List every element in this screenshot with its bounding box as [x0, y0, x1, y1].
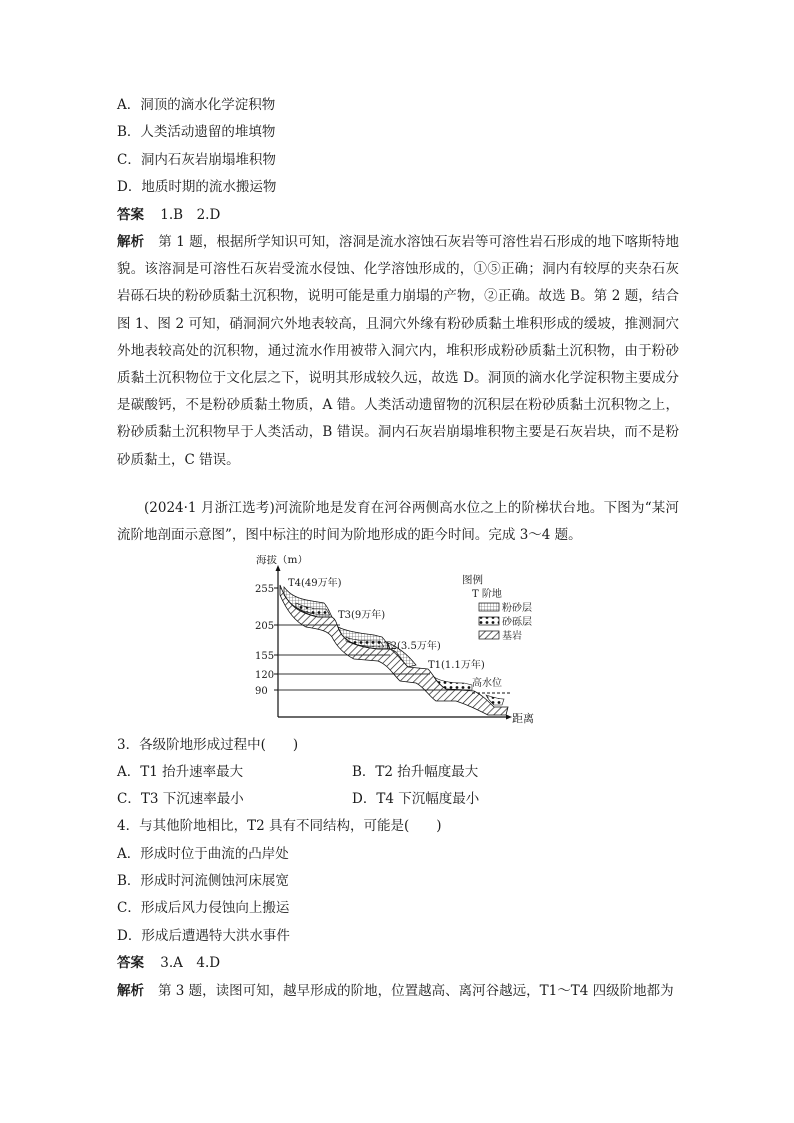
legend-gravel-swatch	[479, 617, 499, 625]
t3-label: T3(9万年)	[338, 610, 386, 621]
legend-silt-swatch	[479, 603, 499, 611]
legend	[462, 573, 532, 642]
terrace-profile-svg	[250, 555, 550, 727]
q4-stem: 4．与其他阶地相比，T2 具有不同结构，可能是( )	[117, 818, 442, 834]
q2-option-b: B．人类活动遗留的堆填物	[117, 124, 276, 140]
analysis-1-2	[117, 229, 679, 474]
analysis-3-4	[117, 981, 674, 1001]
t1-label: T1(1.1万年)	[428, 660, 485, 671]
legend-item-bedrock: 基岩	[502, 631, 522, 642]
analysis-text: 第 1 题，根据所学知识可知，溶洞是流水溶蚀石灰岩等可溶性岩石形成的地下喀斯特地貌。该溶洞是可溶性石灰岩受流水侵蚀、化学溶蚀形成的，①⑤正确；洞内有较厚的夹杂石灰岩砾石块的粉砂质黏土沉积物，说明可能是重力崩塌的产物，②正确。故选 B。第 2 题，结合图 1、图 2 可知，硝洞洞穴外地表较高，且洞穴外缘有粉砂质黏土堆积形成的缓坡，推测洞穴外地表较高处的沉积物，通过流水作用被带入洞穴内，堆积形成粉砂质黏土沉积物，由于粉砂质黏土沉积物位于文化层之下，说明其形成较久远，故选 D。洞顶的滴水化学淀积物主要成分是碳酸钙，不是粉砂质黏土物质，A 错。人类活动遗留物的沉积层在粉砂质黏土沉积物之上，粉砂质黏土沉积物早于人类活动，B 错误。洞内石灰岩崩塌堆积物主要是石灰岩块，而不是粉砂质黏土，C 错误。	[117, 234, 680, 468]
high-water-label: 高水位	[472, 678, 502, 689]
q4-option-b: B．形成时河流侧蚀河床展宽	[117, 873, 289, 889]
q2-option-d: D．地质时期的流水搬运物	[117, 179, 277, 195]
legend-item-terrace: T 阶地	[472, 589, 502, 600]
legend-title: 图例	[462, 574, 483, 586]
intro-paragraph: (2024·1 月浙江选考)河流阶地是发育在河谷两侧高水位之上的阶梯状台地。下图为“某河流阶地剖面示意图”，图中标注的时间为阶地形成的距今时间。完成 3～4 题。	[117, 500, 679, 544]
q2-option-a: A．洞顶的滴水化学淀积物	[117, 97, 276, 113]
answer-label: 答案	[117, 207, 144, 223]
legend-item-gravel: 砂砾层	[502, 617, 532, 628]
q4-option-d: D．形成后遭遇特大洪水事件	[117, 928, 290, 944]
q4-option-a: A．形成时位于曲流的凸岸处	[117, 846, 289, 862]
analysis-label: 解析	[117, 234, 145, 250]
y-tick-255: 255	[255, 584, 275, 595]
q3-option-d: D．T4 下沉幅度最小	[352, 791, 480, 807]
terrace-profile-figure	[250, 555, 550, 727]
q4-option-c: C．形成后风力侵蚀向上搬运	[117, 900, 290, 916]
y-axis-label: 海拔（m）	[256, 555, 308, 566]
answer-text: 1.B 2.D	[160, 207, 221, 223]
q3-option-a: A．T1 抬升速率最大	[117, 764, 244, 780]
y-tick-155: 155	[255, 651, 275, 662]
legend-item-silt: 粉砂层	[502, 603, 532, 614]
answer-text: 3.A 4.D	[160, 955, 221, 971]
t4-label: T4(49万年)	[288, 578, 342, 589]
t2-label: T2(3.5万年)	[384, 641, 441, 652]
x-axis-label: 距离	[512, 712, 534, 725]
q3-stem: 3．各级阶地形成过程中( )	[117, 737, 299, 753]
answer-3-4	[117, 953, 220, 973]
answer-label: 答案	[117, 955, 144, 971]
y-tick-90: 90	[255, 686, 268, 697]
analysis-label: 解析	[117, 983, 144, 999]
answer-1-2	[117, 205, 220, 225]
legend-bedrock-swatch	[479, 631, 499, 639]
y-tick-120: 120	[255, 670, 275, 681]
q2-option-c: C．洞内石灰岩崩塌堆积物	[117, 152, 276, 168]
y-tick-205: 205	[255, 621, 275, 632]
analysis-text: 第 3 题，读图可知，越早形成的阶地，位置越高、离河谷越远，T1～T4 四级阶地都为	[158, 983, 674, 999]
q3-option-b: B．T2 抬升幅度最大	[352, 764, 479, 780]
q3-option-c: C．T3 下沉速率最小	[117, 791, 244, 807]
